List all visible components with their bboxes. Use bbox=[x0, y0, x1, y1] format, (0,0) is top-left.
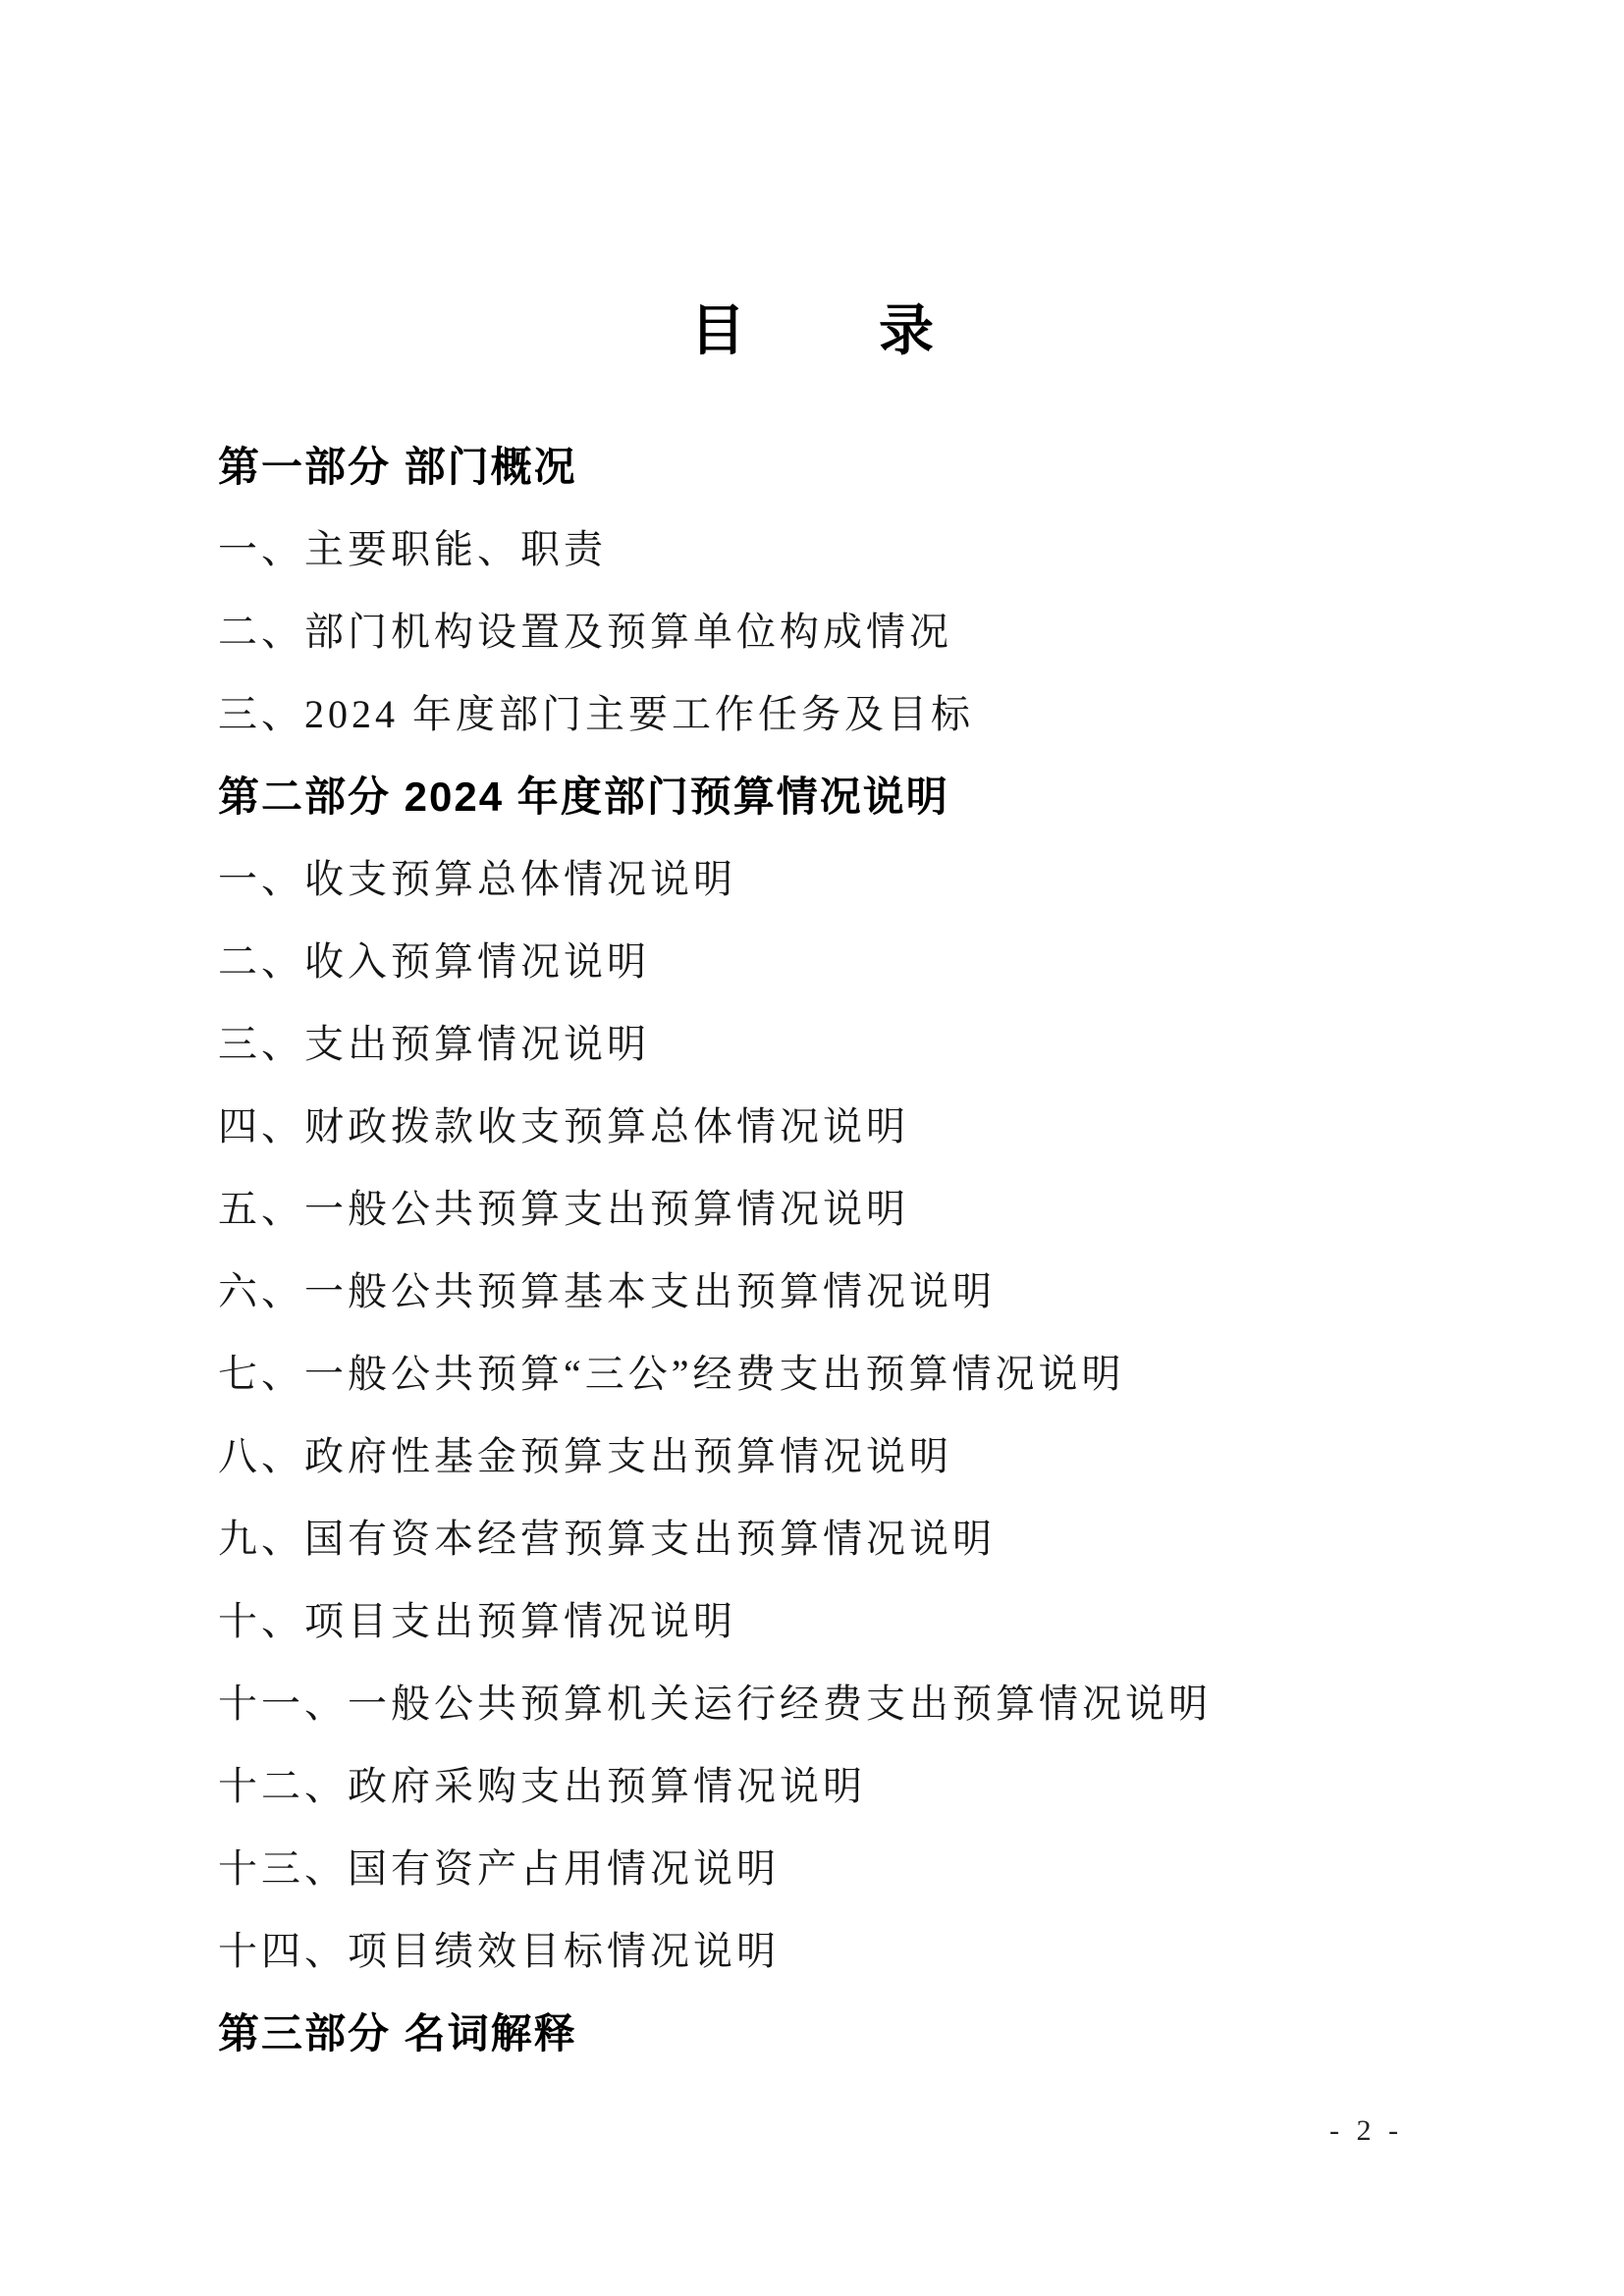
page-number: - 2 - bbox=[1329, 2114, 1403, 2147]
toc-item: 十四、项目绩效目标情况说明 bbox=[218, 1929, 780, 1973]
toc-item: 一、收支预算总体情况说明 bbox=[218, 857, 736, 901]
toc-item: 二、部门机构设置及预算单位构成情况 bbox=[218, 610, 952, 654]
title-char-mu: 目 bbox=[690, 301, 745, 362]
toc-item: 六、一般公共预算基本支出预算情况说明 bbox=[218, 1269, 996, 1313]
toc-item: 三、支出预算情况说明 bbox=[218, 1022, 650, 1066]
title-char-lu: 录 bbox=[879, 301, 934, 362]
toc-item: 十三、国有资产占用情况说明 bbox=[218, 1846, 780, 1891]
toc-item: 十、项目支出预算情况说明 bbox=[218, 1599, 736, 1643]
toc-section-heading: 第三部分 名词解释 bbox=[218, 2010, 577, 2056]
toc-item: 四、财政拨款收支预算总体情况说明 bbox=[218, 1104, 909, 1148]
page-title bbox=[0, 300, 1624, 363]
toc-section-heading: 第一部分 部门概况 bbox=[218, 444, 577, 490]
toc-item: 八、政府性基金预算支出预算情况说明 bbox=[218, 1434, 952, 1478]
toc-item: 五、一般公共预算支出预算情况说明 bbox=[218, 1187, 909, 1231]
toc-item: 二、收入预算情况说明 bbox=[218, 939, 650, 984]
toc-item: 三、2024 年度部门主要工作任务及目标 bbox=[218, 692, 974, 736]
table-of-contents bbox=[218, 426, 1506, 2075]
toc-item: 七、一般公共预算“三公”经费支出预算情况说明 bbox=[218, 1352, 1125, 1396]
toc-item: 九、国有资本经营预算支出预算情况说明 bbox=[218, 1517, 996, 1561]
toc-item: 十一、一般公共预算机关运行经费支出预算情况说明 bbox=[218, 1682, 1212, 1726]
toc-item: 一、主要职能、职责 bbox=[218, 527, 607, 571]
toc-item: 十二、政府采购支出预算情况说明 bbox=[218, 1764, 866, 1808]
toc-section-heading: 第二部分 2024 年度部门预算情况说明 bbox=[218, 774, 949, 820]
